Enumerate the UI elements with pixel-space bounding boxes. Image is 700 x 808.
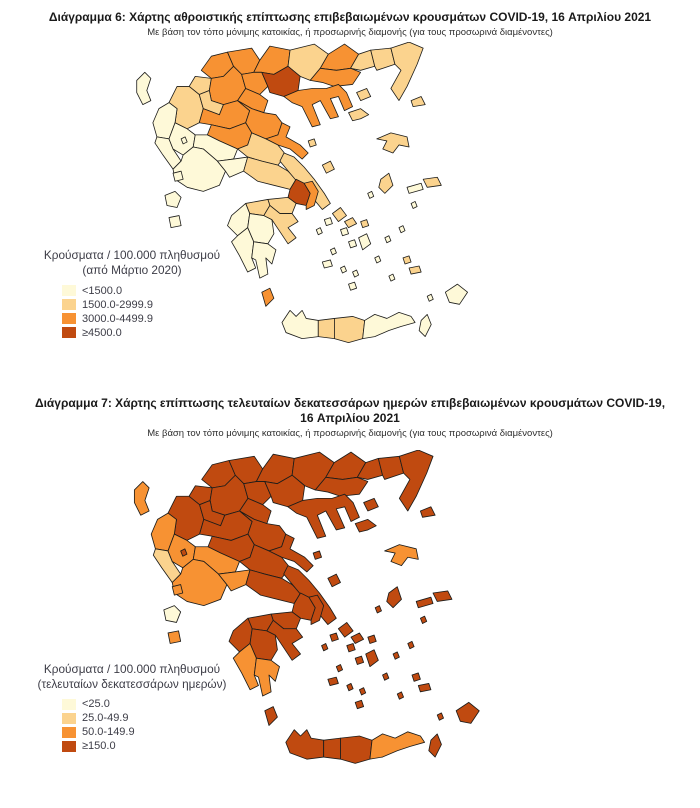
islet	[427, 295, 433, 302]
region-thira	[349, 283, 357, 291]
figure-7	[0, 396, 700, 808]
legend-label: <25.0	[82, 698, 110, 711]
legend-row	[62, 740, 242, 752]
region-samos	[433, 591, 452, 602]
region-kavala	[310, 69, 360, 87]
region-kavala	[315, 477, 368, 496]
region-rhodes	[445, 285, 467, 305]
region-rhodope	[378, 456, 403, 479]
figure-7-subtitle: Με βάση τον τόπο μόνιμης κατοικίας, ή προσωρινής διαμονής (για τους προσωρινά διαμένοντες)	[147, 428, 553, 440]
region-chania	[286, 729, 324, 758]
legend-row	[62, 313, 242, 325]
region-samos	[423, 178, 441, 188]
legend-label: 3000.0-4499.9	[82, 312, 153, 325]
legend-swatch-class1	[62, 699, 76, 710]
region-naxos	[366, 650, 379, 667]
islet	[411, 202, 417, 209]
region-kos	[409, 266, 421, 274]
region-laconia	[254, 658, 279, 696]
region-samothraki	[420, 507, 435, 518]
region-mykonos	[361, 220, 369, 228]
legend-title-line2: (τελευταίων δεκατεσσάρων ημερών)	[37, 676, 227, 691]
legend-swatch-class3	[62, 313, 76, 324]
region-corfu	[134, 481, 149, 515]
region-thira	[355, 700, 363, 708]
region-andros	[338, 622, 353, 637]
islet	[397, 692, 403, 699]
legend-row	[62, 285, 242, 297]
figure-6-legend	[22, 248, 242, 340]
region-kea	[324, 218, 332, 226]
legend-swatch-class1	[62, 285, 76, 296]
legend-label: 25.0-49.9	[82, 712, 129, 725]
region-sporades	[313, 551, 321, 559]
region-skyros	[322, 161, 334, 173]
figure-7-map-area	[0, 444, 700, 808]
region-heraklion	[334, 317, 364, 343]
region-thasos	[357, 89, 371, 101]
figure-6-map-area	[0, 42, 700, 382]
region-samothraki	[411, 97, 425, 107]
region-chios	[379, 174, 393, 194]
region-evros	[391, 42, 423, 101]
legend-title	[22, 662, 242, 691]
islet	[368, 192, 374, 199]
region-heraklion	[340, 736, 372, 763]
region-skyros	[328, 574, 341, 587]
legend-label: 1500.0-2999.9	[82, 298, 153, 311]
islet	[375, 256, 381, 263]
region-chania	[282, 311, 318, 339]
region-kefalonia	[164, 605, 181, 622]
figure-7-title: Διάγραμμα 7: Χάρτης επίπτωσης τελευταίων δεκατεσσάρων ημερών επιβεβαιωμένων κρουσμάτων COVID-19, 16 Απριλίου 2021	[34, 396, 666, 426]
legend-title-line1: Κρούσματα / 100.000 πληθυσμού	[43, 248, 221, 263]
islet	[322, 643, 328, 650]
legend-title-line1: Κρούσματα / 100.000 πληθυσμού	[43, 661, 221, 676]
region-kos	[418, 683, 431, 691]
region-naxos	[359, 234, 371, 250]
region-kalymnos	[412, 673, 420, 681]
legend-row	[62, 327, 242, 339]
region-rhodope	[371, 49, 395, 71]
legend-row	[62, 712, 242, 724]
islet	[330, 248, 336, 255]
region-thasos	[364, 498, 379, 511]
region-milos	[328, 677, 339, 685]
region-rhodes	[456, 702, 479, 723]
legend-label: ≥150.0	[82, 740, 116, 753]
islet	[347, 683, 353, 690]
legend-items	[62, 698, 242, 752]
islet	[437, 713, 443, 720]
legend-title	[22, 248, 242, 277]
islet	[375, 605, 381, 612]
legend-title-line2: (από Μάρτιο 2020)	[82, 263, 182, 278]
legend-swatch-class3	[62, 727, 76, 738]
region-chios	[387, 586, 402, 607]
legend-label: 50.0-149.9	[82, 726, 135, 739]
islet	[353, 270, 359, 277]
region-paros	[355, 656, 363, 664]
legend-items	[62, 285, 242, 339]
region-kythira	[265, 706, 278, 725]
region-ikaria	[407, 184, 423, 194]
region-andros	[332, 208, 346, 222]
legend-row	[62, 698, 242, 710]
figure-6-subtitle: Με βάση τον τόπο μόνιμης κατοικίας, ή προσωρινής διαμονής (για τους προσωρινά διαμένοντες)	[147, 27, 553, 38]
region-kefalonia	[165, 192, 181, 208]
region-limnos	[349, 109, 369, 121]
region-kea	[330, 633, 338, 641]
region-laconia	[252, 242, 276, 278]
legend-swatch-class4	[62, 741, 76, 752]
region-syros	[347, 643, 355, 651]
islet	[340, 266, 346, 273]
islet	[316, 228, 322, 235]
legend-row	[62, 726, 242, 738]
islet	[336, 664, 342, 671]
legend-swatch-class2	[62, 299, 76, 310]
region-corfu	[137, 73, 151, 105]
islet	[408, 641, 414, 648]
region-sporades	[308, 139, 316, 147]
islet	[389, 274, 395, 281]
legend-swatch-class4	[62, 327, 76, 338]
legend-label: ≥4500.0	[82, 326, 122, 339]
region-kalymnos	[403, 256, 411, 264]
region-tinos	[345, 218, 357, 228]
islet	[393, 652, 399, 659]
region-evros	[399, 450, 433, 511]
region-zakynthos	[169, 216, 181, 228]
figure-6-title: Διάγραμμα 6: Χάρτης αθροιστικής επίπτωσης επιβεβαιωμένων κρουσμάτων COVID-19, 16 Απριλίου 2021	[48, 10, 652, 24]
region-syros	[340, 228, 348, 236]
legend-label: <1500.0	[82, 284, 123, 297]
islet	[385, 236, 391, 243]
region-karpathos	[429, 734, 442, 757]
figure-7-legend	[22, 662, 242, 754]
region-ikaria	[416, 597, 433, 608]
islet	[420, 616, 426, 623]
region-lesbos	[385, 544, 419, 565]
region-lefkada	[172, 584, 183, 595]
region-paros	[349, 240, 357, 248]
region-limnos	[355, 519, 376, 532]
region-lasithi	[363, 313, 415, 339]
islet	[383, 673, 389, 680]
region-rethymno	[324, 738, 341, 759]
legend-row	[62, 299, 242, 311]
legend-swatch-class2	[62, 713, 76, 724]
region-lefkada	[173, 172, 183, 182]
region-milos	[322, 260, 332, 268]
figure-6	[0, 10, 700, 382]
region-kythira	[262, 289, 274, 307]
region-zakynthos	[168, 631, 181, 644]
islet	[359, 687, 365, 694]
islet	[399, 226, 405, 233]
region-lasithi	[370, 732, 425, 759]
region-rethymno	[318, 319, 334, 339]
region-tinos	[351, 633, 364, 644]
region-lesbos	[377, 133, 409, 153]
region-karpathos	[419, 315, 431, 337]
region-mykonos	[368, 635, 376, 643]
